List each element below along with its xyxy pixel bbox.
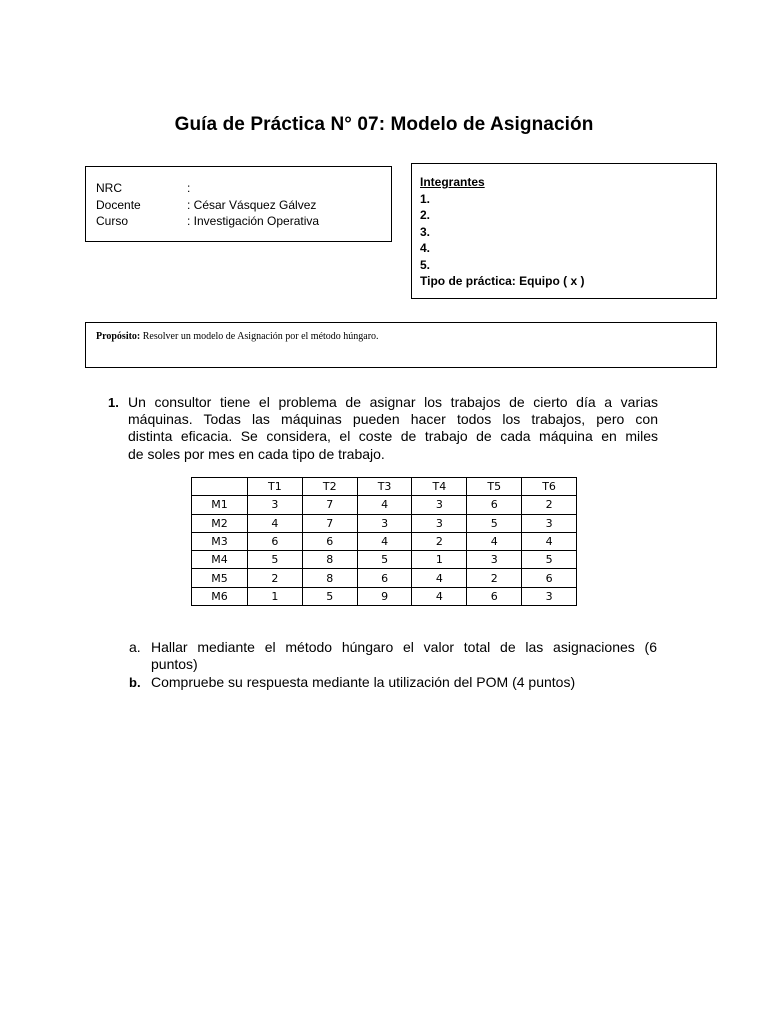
info-row-docente — [96, 197, 391, 214]
corner-cell — [192, 478, 248, 496]
table-cell: 6 — [467, 496, 522, 514]
info-label: NRC — [96, 181, 122, 195]
purpose-box — [85, 322, 717, 368]
subquestion-line: Hallar mediante el método húngaro el valor total de las asignaciones (6 — [151, 639, 657, 655]
info-label: Docente — [96, 197, 141, 212]
column-header: T3 — [357, 478, 412, 496]
column-header: T1 — [248, 478, 303, 496]
subquestion-marker: a. — [129, 639, 141, 655]
table-cell: 5 — [248, 551, 303, 569]
table-cell: 5 — [357, 551, 412, 569]
row-header: M2 — [192, 514, 248, 532]
info-value: : — [187, 181, 191, 195]
table-row — [192, 569, 577, 587]
table-cell: 6 — [357, 569, 412, 587]
table-cell: 5 — [467, 514, 522, 532]
table-cell: 9 — [357, 587, 412, 605]
members-box — [411, 163, 717, 299]
question-number: 1. — [108, 395, 119, 410]
info-value: : César Vásquez Gálvez — [187, 197, 317, 212]
member-item: 2. — [420, 208, 431, 222]
cost-table — [191, 477, 577, 606]
table-cell: 4 — [467, 532, 522, 550]
table-row — [192, 551, 577, 569]
subquestion-a — [129, 639, 657, 673]
table-cell: 2 — [522, 496, 577, 514]
question-line: distinta eficacia. Se considera, el coste de trabajo de cada máquina en miles — [128, 428, 658, 445]
table-cell: 6 — [302, 532, 357, 550]
question-line: de soles por mes en cada tipo de trabajo. — [128, 445, 385, 462]
members-heading: Integrantes — [420, 175, 485, 189]
course-info-box — [85, 166, 392, 242]
table-cell: 5 — [302, 587, 357, 605]
question-line: Un consultor tiene el problema de asignar los trabajos de cierto día a varias — [128, 394, 658, 410]
question-line: máquinas. Todas las máquinas pueden hacer todos los trabajos, pero con — [128, 411, 658, 428]
subquestion-line: puntos) — [151, 656, 198, 673]
info-label: Curso — [96, 214, 129, 228]
subquestion-line: Compruebe su respuesta mediante la utilización del POM (4 puntos) — [151, 674, 576, 690]
member-item: 5. — [420, 257, 431, 272]
table-cell: 7 — [302, 496, 357, 514]
table-row — [192, 587, 577, 605]
table-cell: 3 — [467, 551, 522, 569]
column-header: T4 — [412, 478, 467, 496]
table-cell: 6 — [248, 532, 303, 550]
table-cell: 3 — [522, 514, 577, 532]
column-header: T6 — [522, 478, 577, 496]
row-header: M4 — [192, 551, 248, 569]
practice-type: Tipo de práctica: Equipo ( x ) — [420, 274, 585, 288]
table-cell: 2 — [467, 569, 522, 587]
purpose-label: Propósito: — [96, 331, 141, 342]
table-cell: 4 — [357, 532, 412, 550]
table-cell: 3 — [357, 514, 412, 532]
info-value: : Investigación Operativa — [187, 214, 320, 228]
row-header: M5 — [192, 569, 248, 587]
column-header: T5 — [467, 478, 522, 496]
table-row — [192, 514, 577, 532]
subquestion-marker: b. — [129, 675, 141, 690]
row-header: M3 — [192, 532, 248, 550]
table-cell: 8 — [302, 569, 357, 587]
table-cell: 4 — [412, 587, 467, 605]
table-cell: 6 — [467, 587, 522, 605]
table-cell: 8 — [302, 551, 357, 569]
table-row — [192, 496, 577, 514]
question-1 — [108, 394, 658, 463]
row-header: M1 — [192, 496, 248, 514]
info-row-nrc — [96, 180, 391, 197]
table-cell: 4 — [412, 569, 467, 587]
table-cell: 2 — [248, 569, 303, 587]
table-cell: 3 — [412, 496, 467, 514]
member-item: 1. — [420, 191, 431, 206]
table-header-row — [192, 478, 577, 496]
table-cell: 4 — [248, 514, 303, 532]
table-cell: 1 — [412, 551, 467, 569]
info-row-curso — [96, 213, 391, 230]
column-header: T2 — [302, 478, 357, 496]
table-cell: 3 — [248, 496, 303, 514]
member-item: 3. — [420, 224, 431, 239]
subquestion-text — [151, 674, 657, 691]
table-cell: 6 — [522, 569, 577, 587]
table-row — [192, 532, 577, 550]
table-cell: 5 — [522, 551, 577, 569]
table-cell: 4 — [357, 496, 412, 514]
page-title: Guía de Práctica N° 07: Modelo de Asignación — [174, 114, 594, 135]
table-cell: 3 — [412, 514, 467, 532]
subquestion-b — [129, 674, 657, 691]
table-cell: 3 — [522, 587, 577, 605]
table-cell: 2 — [412, 532, 467, 550]
question-text — [128, 394, 658, 463]
subquestion-text — [151, 639, 657, 673]
row-header: M6 — [192, 587, 248, 605]
table-cell: 4 — [522, 532, 577, 550]
table-cell: 7 — [302, 514, 357, 532]
table-cell: 1 — [248, 587, 303, 605]
member-item: 4. — [420, 241, 431, 255]
purpose-text: Resolver un modelo de Asignación por el método húngaro. — [140, 331, 379, 342]
